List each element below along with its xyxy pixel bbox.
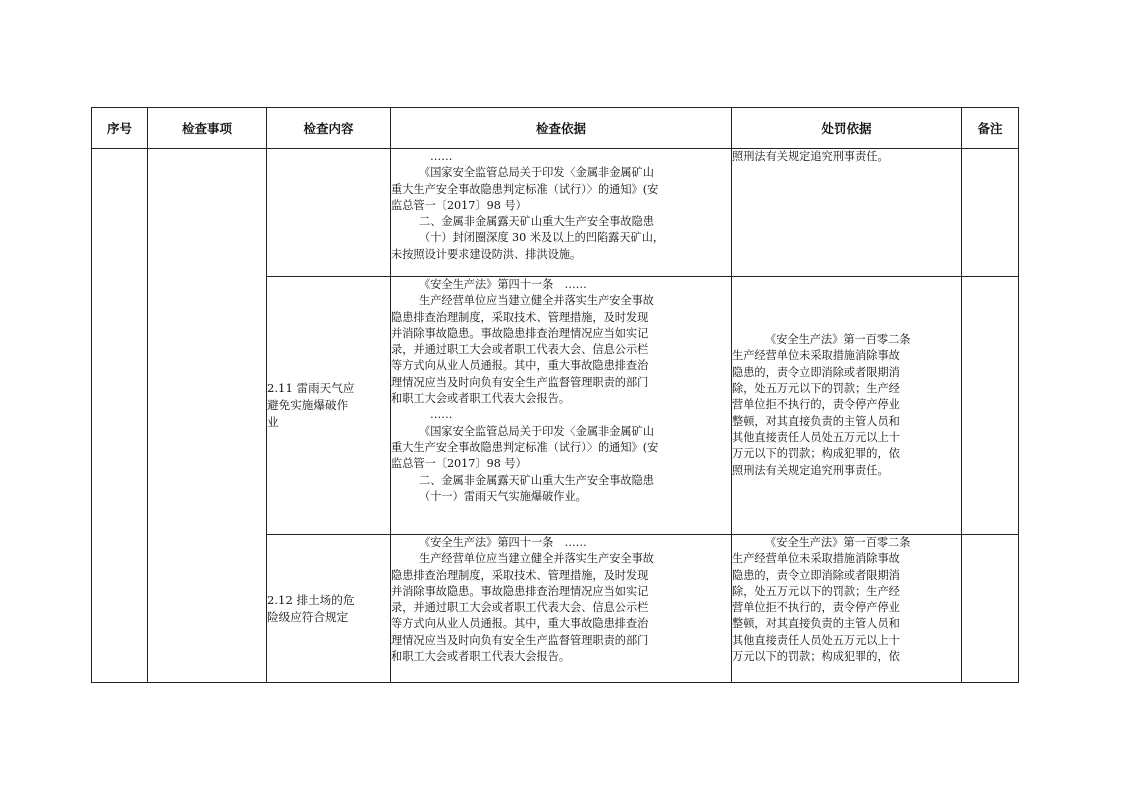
basis-line: 录，并通过职工大会或者职工代表大会、信息公示栏 [391, 601, 649, 615]
basis-line: 二、金属非金属露天矿山重大生产安全事故隐患 [419, 473, 654, 487]
remark-cell [962, 149, 1019, 277]
penalty-line: 万元以下的罚款；构成犯罪的，依 [732, 650, 900, 664]
basis-line: 和职工大会或者职工代表大会报告。 [391, 392, 571, 406]
penalty-line: 照刑法有关规定追究刑事责任。 [732, 463, 889, 477]
penalty-line: 隐患的，责令立即消除或者限期消 [732, 365, 900, 379]
penalty-line: 《安全生产法》第一百零二条 [765, 536, 911, 549]
header-content: 检查内容 [267, 108, 391, 149]
inspection-table [91, 107, 1019, 683]
basis-line: 等方式向从业人员通报。其中，重大事故隐患排查治 [391, 359, 649, 373]
penalty-line: 其他直接责任人员处五万元以上十 [732, 633, 900, 647]
header-penalty: 处罚依据 [732, 108, 962, 149]
basis-line: 监总管一〔2017〕98 号） [391, 457, 527, 471]
basis-line: 重大生产安全事故隐患判定标准（试行）〉的通知》(安 [391, 182, 659, 196]
basis-line: 并消除事故隐患。事故隐患排查治理情况应当如实记 [391, 326, 649, 340]
basis-line: 隐患排查治理制度，采取技术、管理措施，及时发现 [391, 310, 649, 324]
penalty-cell [732, 149, 962, 277]
basis-line: 理情况应当及时向负有安全生产监督管理职责的部门 [391, 633, 649, 647]
content-line: 2.11 雷雨天气应 [267, 381, 355, 395]
remark-cell [962, 277, 1019, 535]
basis-line: 录，并通过职工大会或者职工代表大会、信息公示栏 [391, 343, 649, 357]
basis-line: …… [430, 150, 453, 163]
item-cell [148, 149, 267, 683]
basis-line: 理情况应当及时向负有安全生产监督管理职责的部门 [391, 375, 649, 389]
basis-line: 《国家安全监管总局关于印发〈金属非金属矿山 [419, 424, 654, 438]
penalty-line: 生产经营单位未采取措施消除事故 [732, 349, 900, 363]
penalty-line: 营单位拒不执行的，责令停产停业 [732, 601, 900, 615]
penalty-line: 《安全生产法》第一百零二条 [765, 333, 911, 347]
penalty-line: 除，处五万元以下的罚款；生产经 [732, 584, 900, 598]
penalty-line: 其他直接责任人员处五万元以上十 [732, 430, 900, 444]
header-item: 检查事项 [148, 108, 267, 149]
basis-cell [391, 277, 732, 535]
header-basis: 检查依据 [391, 108, 732, 149]
basis-line: 生产经营单位应当建立健全并落实生产安全事故 [419, 552, 654, 566]
basis-line: 监总管一〔2017〕98 号） [391, 198, 527, 212]
basis-line: 二、金属非金属露天矿山重大生产安全事故隐患 [419, 215, 654, 229]
content-line: 险级应符合规定 [267, 609, 349, 624]
basis-line: （十）封闭圈深度 30 米及以上的凹陷露天矿山， [419, 231, 665, 245]
basis-cell [391, 535, 732, 683]
penalty-line: 除，处五万元以下的罚款；生产经 [732, 382, 900, 396]
content-line: 避免实施爆破作 [267, 398, 349, 412]
basis-line: 并消除事故隐患。事故隐患排查治理情况应当如实记 [391, 584, 649, 598]
content-line: 2.12 排土场的危 [267, 592, 355, 607]
basis-line: 隐患排查治理制度，采取技术、管理措施，及时发现 [391, 568, 649, 582]
content-cell [267, 277, 391, 535]
penalty-line: 生产经营单位未采取措施消除事故 [732, 552, 900, 566]
penalty-line: 整顿，对其直接负责的主管人员和 [732, 414, 900, 428]
basis-line: （十一）雷雨天气实施爆破作业。 [419, 489, 587, 503]
basis-line: 《安全生产法》第四十一条 …… [419, 278, 587, 291]
seq-cell [92, 149, 148, 683]
content-cell [267, 149, 391, 277]
basis-line: 和职工大会或者职工代表大会报告。 [391, 650, 571, 664]
basis-line: 等方式向从业人员通报。其中，重大事故隐患排查治 [391, 617, 649, 631]
penalty-cell [732, 277, 962, 535]
penalty-line: 营单位拒不执行的，责令停产停业 [732, 398, 900, 412]
header-remark: 备注 [962, 108, 1019, 149]
content-line: 业 [267, 415, 279, 429]
penalty-cell [732, 535, 962, 683]
penalty-line: 整顿，对其直接负责的主管人员和 [732, 617, 900, 631]
remark-cell [962, 535, 1019, 683]
basis-line: 重大生产安全事故隐患判定标准（试行）〉的通知》(安 [391, 440, 659, 454]
content-cell [267, 535, 391, 683]
header-seq: 序号 [92, 108, 148, 149]
penalty-line: 照刑法有关规定追究刑事责任。 [732, 150, 889, 163]
basis-line: 《安全生产法》第四十一条 …… [419, 536, 587, 549]
basis-line: 生产经营单位应当建立健全并落实生产安全事故 [419, 294, 654, 308]
header-row [92, 108, 1019, 149]
basis-cell [391, 149, 732, 277]
penalty-line: 隐患的，责令立即消除或者限期消 [732, 568, 900, 582]
basis-line: 《国家安全监管总局关于印发〈金属非金属矿山 [419, 166, 654, 180]
table-row [92, 149, 1019, 277]
basis-line: …… [430, 408, 453, 422]
basis-line: 未按照设计要求建设防洪、排洪设施。 [391, 247, 582, 261]
penalty-line: 万元以下的罚款；构成犯罪的，依 [732, 447, 900, 461]
